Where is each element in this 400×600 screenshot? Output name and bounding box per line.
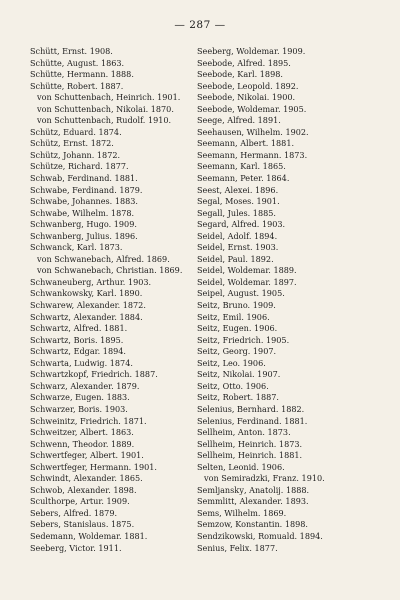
name-entry: Sculthorpe, Artur. 1909. [30,496,130,507]
name-entry: Seebode, Karl. 1898. [197,69,283,80]
name-entry: Schwob, Alexander. 1898. [30,484,137,495]
name-entry: von Schuttenbach, Heinrich. 1901. [37,92,181,103]
name-entry: Schütte, August. 1863. [30,57,125,68]
name-entry: Sellheim, Heinrich. 1881. [197,450,303,461]
name-entry: Senius, Felix. 1877. [197,542,278,553]
name-entry: Seehausen, Wilhelm. 1902. [197,126,309,137]
name-entry: Seipel, August. 1905. [197,288,285,299]
name-entry: Seebode, Woldemar. 1905. [197,103,307,114]
name-entry: Schwenn, Theodor. 1889. [30,438,135,449]
name-entry: Schweitzer, Albert. 1863. [30,427,134,438]
name-entry: Schwartz, Alfred. 1881. [30,323,128,334]
name-entry: Schütte, Robert. 1887. [30,80,124,91]
name-entry: Schwanberg, Julius. 1896. [30,230,138,241]
name-entry: Sebers, Stanislaus. 1875. [30,519,135,530]
name-entry: Semmlitt, Alexander. 1893. [197,496,309,507]
name-entry: Seemann, Peter. 1864. [197,173,290,184]
name-entry: Sellheim, Heinrich. 1873. [197,438,303,449]
name-entry: Schwarew, Alexander. 1872. [30,300,146,311]
name-entry: Seest, Alexei. 1896. [197,184,279,195]
name-entry: Seeberg, Victor. 1911. [30,542,122,553]
name-entry: Seebode, Alfred. 1895. [197,57,291,68]
name-entry: Seitz, Leo. 1906. [197,357,266,368]
name-entry: Schwanberg, Hugo. 1909. [30,219,137,230]
name-entry: Schütz, Johann. 1872. [30,149,121,160]
name-entry: Seitz, Emil. 1906. [197,311,270,322]
name-entry: Schwabe, Wilhelm. 1878. [30,207,135,218]
page-number: — 287 — [174,19,226,31]
name-entry: Schwertfeger, Hermann. 1901. [30,461,157,472]
name-entry: von Schuttenbach, Nikolai. 1870. [37,103,174,114]
name-entry: Selenius, Bernhard. 1882. [197,403,305,414]
name-entry: Schwaneuberg, Arthur. 1903. [30,276,152,287]
name-entry: von Schwanebach, Christian. 1869. [37,265,183,276]
name-entry: Schütt, Ernst. 1908. [30,46,113,56]
name-entry: Segard, Alfred. 1903. [197,219,286,230]
name-entry: Schütz, Ernst. 1872. [30,138,114,149]
name-entry: Seemann, Karl. 1865. [197,161,286,172]
name-entry: Seitz, Robert. 1887. [197,392,279,403]
name-entry: Segal, Moses. 1901. [197,196,280,207]
name-entry: Schütz, Eduard. 1874. [30,126,122,137]
name-entry: Schwab, Ferdinand. 1881. [30,173,138,184]
name-entry: Schwartz, Alexander. 1884. [30,311,143,322]
name-entry: Seemann, Hermann. 1873. [197,149,308,160]
left-column [30,46,198,554]
name-entry: Seitz, Otto. 1906. [197,380,269,391]
name-entry: Seitz, Friedrich. 1905. [197,334,290,345]
name-entry: von Schwanebach, Alfred. 1869. [37,253,170,264]
name-entry: Seitz, Eugen. 1906. [197,323,278,334]
name-entry: Seidel, Woldemar. 1889. [197,265,297,276]
name-entry: Schwertfeger, Albert. 1901. [30,450,144,461]
name-entry: Seeberg, Woldemar. 1909. [197,46,306,56]
name-entry: von Semiradzki, Franz. 1910. [204,473,325,484]
name-entry: Seidel, Adolf. 1894. [197,230,278,241]
name-entry: Schwindt, Alexander. 1865. [30,473,143,484]
name-entry: Schwankowsky, Karl. 1890. [30,288,143,299]
name-entry: Semzow, Konstantin. 1898. [197,519,308,530]
name-entry: Sebers, Alfred. 1879. [30,507,118,518]
name-entry: Schwarzer, Boris. 1903. [30,403,128,414]
name-entry: Schwartz, Edgar. 1894. [30,346,126,357]
name-entry: Seemann, Albert. 1881. [197,138,295,149]
name-entry: Schwarta, Ludwig. 1874. [30,357,133,368]
right-column [197,46,377,554]
name-entry: Schwartzkopf, Friedrich. 1887. [30,369,158,380]
name-entry: Seebode, Nikolai. 1900. [197,92,296,103]
name-entry: Schwabe, Johannes. 1883. [30,196,139,207]
name-entry: Sellheim, Anton. 1873. [197,427,291,438]
name-entry: Schwanck, Karl. 1873. [30,242,123,253]
name-entry: Seitz, Georg. 1907. [197,346,277,357]
name-entry: Schwabe, Ferdinand. 1879. [30,184,143,195]
name-entry: Selenius, Ferdinand. 1881. [197,415,308,426]
name-entry: Seitz, Nikolai. 1907. [197,369,281,380]
name-entry: Sems, Wilhelm. 1869. [197,507,287,518]
name-entry: Seitz, Bruno. 1909. [197,300,276,311]
name-entry: Schweinitz, Friedrich. 1871. [30,415,147,426]
name-entry: Schütte, Hermann. 1888. [30,69,134,80]
name-entry: Selten, Leonid. 1906. [197,461,285,472]
name-entry: von Schuttenbach, Rudolf. 1910. [37,115,172,126]
name-entry: Seidel, Ernst. 1903. [197,242,279,253]
name-entry: Schwarz, Alexander. 1879. [30,380,140,391]
name-entry: Schütze, Richard. 1877. [30,161,129,172]
name-entry: Seidel, Woldemar. 1897. [197,276,297,287]
name-entry: Sendzikowski, Romuald. 1894. [197,530,323,541]
name-entry: Seebode, Leopold. 1892. [197,80,299,91]
name-entry: Segall, Jules. 1885. [197,207,276,218]
name-entry: Schwarze, Eugen. 1883. [30,392,130,403]
name-entry: Seidel, Paul. 1892. [197,253,274,264]
name-entry: Seege, Alfred. 1891. [197,115,281,126]
name-entry: Semljanskу, Anatolij. 1888. [197,484,310,495]
name-entry: Sedemann, Woldemar. 1881. [30,530,148,541]
name-entry: Schwartz, Boris. 1895. [30,334,124,345]
